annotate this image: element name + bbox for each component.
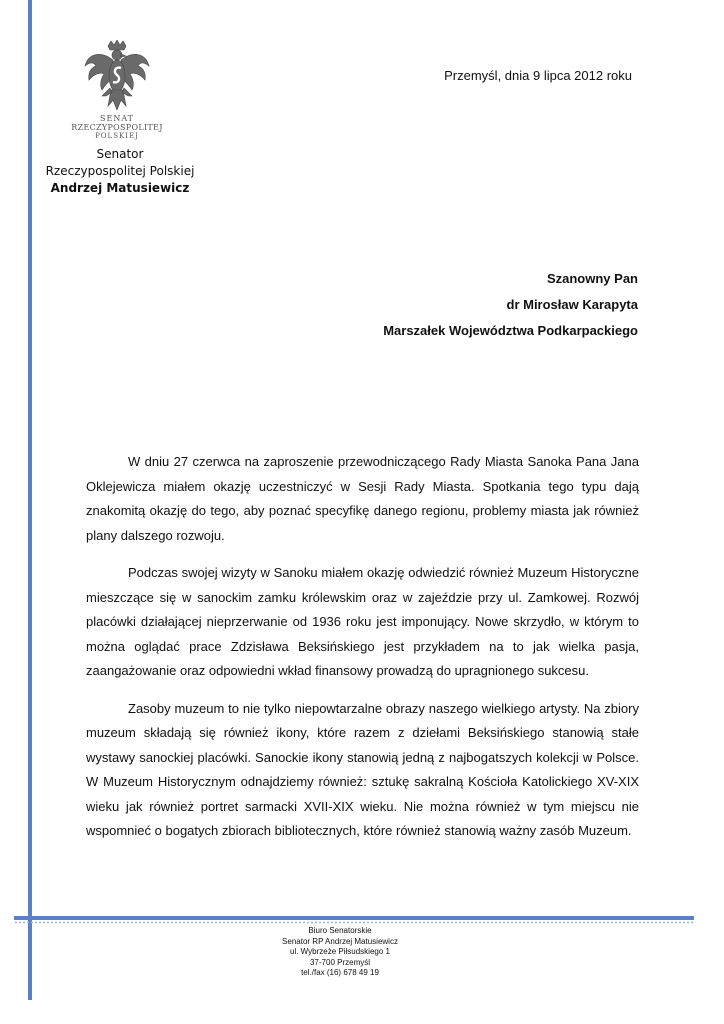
sender-name: Andrzej Matusiewicz <box>50 181 190 195</box>
footer-office: Biuro Senatorskie <box>308 926 372 935</box>
recipient-position: Marszałek Województwa Podkarpackiego <box>383 323 638 338</box>
recipient-block <box>383 266 638 344</box>
letter-date: Przemyśl, dnia 9 lipca 2012 roku <box>444 68 632 83</box>
paragraph: W dniu 27 czerwca na zaproszenie przewodniczącego Rady Miasta Sanoka Pana Jana Oklejewicza miałem okazję uczestniczyć w Sesji Rady Miasta. Spotkania tego typu dają znakomitą okazję do tego, aby poznać specyfikę danego regionu, problemy miasta jak również plany dalszego rozwoju. <box>86 454 639 543</box>
footer-divider-line <box>14 916 694 920</box>
senate-emblem <box>60 40 174 150</box>
recipient-salutation: Szanowny Pan <box>546 271 638 286</box>
paragraph: Zasoby muzeum to nie tylko niepowtarzalne obrazy naszego wielkiego artysty. Na zbiory muzeum składają się również ikony, które razem z dziełami Beksińskiego stanowią stałe wystawy sanockiej placówki. Sanockie ikony stanowią jedną z najbogatszych kolekcji w Polsce. W Muzeum Historycznym odnajdziemy również: sztukę sakralną Kościoła Katolickiego XV-XIX wieku jak również portret sarmacki XVII-XIX wieku. Nie można również w tym miejscu nie wspomnieć o bogatych zbiorach bibliotecznych, które również stanowią ważny zasób Muzeum. <box>86 700 639 838</box>
letter-body <box>86 450 639 857</box>
footer-address <box>0 926 680 979</box>
paragraph: Podczas swojej wizyty w Sanoku miałem okazję odwiedzić również Muzeum Historyczne mieszczące się w sanockim zamku królewskim oraz w zajeździe przy ul. Zamkowej. Rozwój placówki działającej nieprzerwanie od 1936 roku jest imponujący. Nowe skrzydło, w którym to można oglądać prace Zdzisława Beksińskiego jest przykładem na to jak wielka pasja, zaangażowanie oraz odpowiedni wkład finansowy prowadzą do upragnionego sukcesu. <box>86 565 639 678</box>
footer-street: ul. Wybrzeże Piłsudskiego 1 <box>290 947 390 956</box>
footer-city: 37-700 Przemyśl <box>309 957 371 967</box>
emblem-line-1: SENAT <box>100 114 134 123</box>
sender-block <box>34 146 206 197</box>
emblem-line-2: RZECZYPOSPOLITEJ <box>71 123 163 132</box>
footer-phone: tel./fax (16) 678 49 19 <box>301 968 379 977</box>
footer-senator: Senator RP Andrzej Matusiewicz <box>282 936 398 946</box>
sender-institution: Rzeczypospolitej Polskiej <box>45 164 195 178</box>
eagle-crest-icon <box>82 40 152 112</box>
left-margin-line <box>28 0 32 1000</box>
emblem-line-3: POLSKIEJ <box>95 132 139 140</box>
footer-divider-dots <box>14 921 694 924</box>
recipient-name: dr Mirosław Karapyta <box>506 297 638 312</box>
sender-title: Senator <box>96 147 144 161</box>
